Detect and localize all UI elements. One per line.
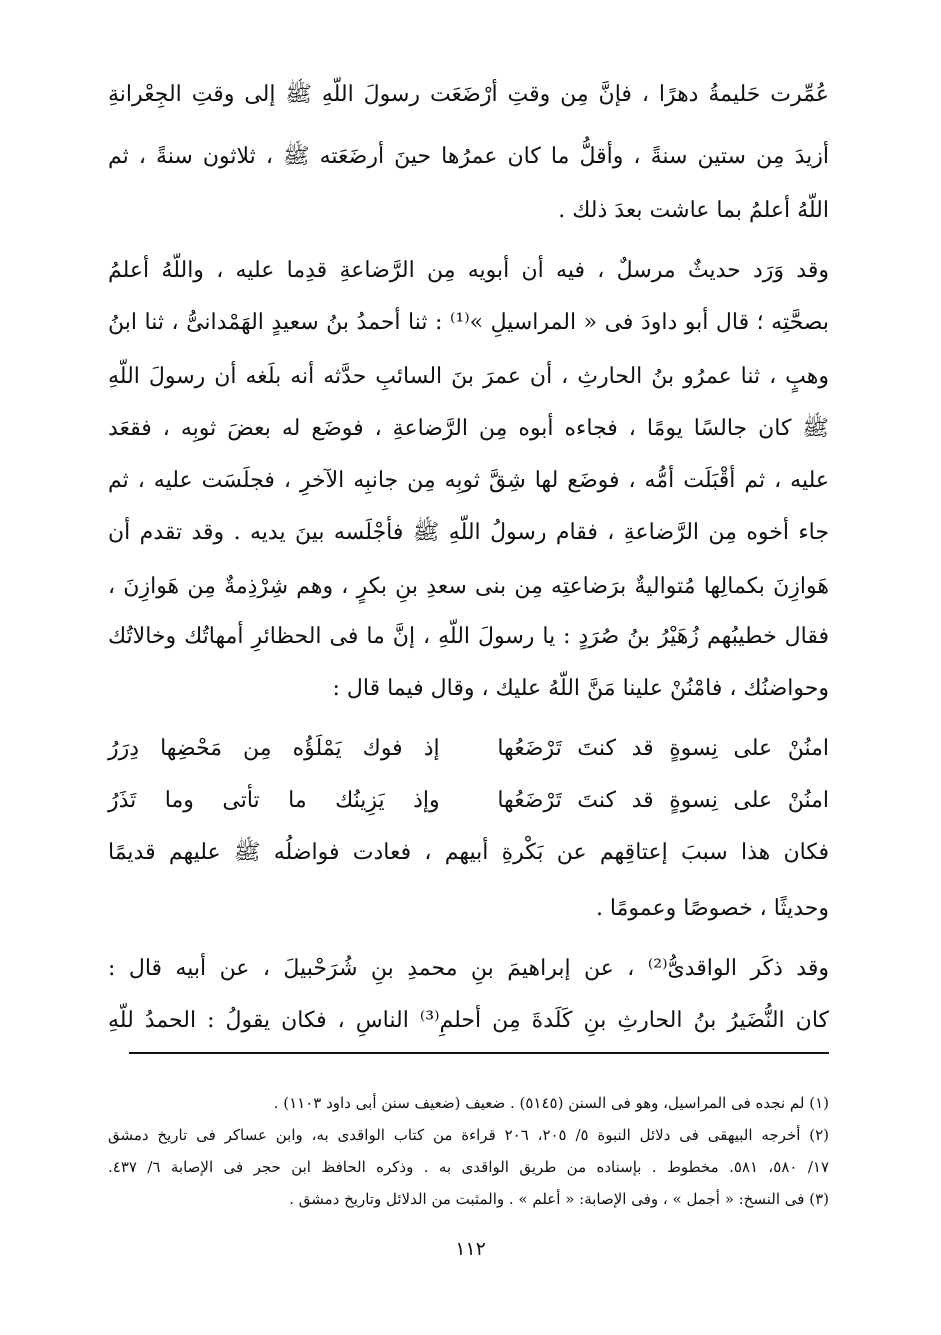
verse-first-hemistich: امنُنْ على نِسوةٍ قد كنتَ تَرْضَعُها [497, 736, 829, 761]
footnote: (٣) فى النسخ: « أجمل » ، وفى الإصابة: « أعلم » . والمثبت من الدلائل وتاريخ دمشق . [289, 1190, 829, 1208]
body-line: وحواضنُك ، فامْنُنْ علينا مَنَّ اللّهُ عليك ، وقال فيما قال : [332, 676, 829, 701]
body-line: ﷺ كان جالسًا يومًا ، فجاءه أبوه مِن الرَّضاعةِ ، فوضَع له بعضَ ثوبِه ، فقعَد [108, 416, 829, 441]
body-line: أزيدَ مِن ستين سنةً ، وأقلُّ ما كان عمرُها حينَ أرضَعَته ﷺ ، ثلاثون سنةً ، ثم [108, 144, 829, 169]
body-line: هَوازِنَ بكمالِها مُتواليةٌ برَضاعتِه مِن بنى سعدِ بنِ بكرٍ ، وهم شِرْذِمةٌ مِن هَوازِنَ ، [108, 574, 829, 599]
footnote: (٢) أخرجه البيهقى فى دلائل النبوة ٥/ ٢٠٥، ٢٠٦ قراءة من كتاب الواقدى به، وابن عساكر فى تاريخ دمشق [108, 1126, 829, 1144]
body-line: وقد ذكَر الواقدىُّ⁽²⁾ ، عن إبراهيمَ بنِ محمدِ بنِ شُرَحْبيلَ ، عن أبيه قال : [108, 956, 829, 981]
poem-verse [108, 776, 829, 826]
body-line: فكان هذا سببَ إعتاقِهم عن بَكْرةِ أبيهم ، فعادت فواضلُه ﷺ عليهم قديمًا [108, 840, 829, 865]
footnote: (١) لم نجده فى المراسيل، وهو فى السنن (٥١٤٥) . ضعيف (ضعيف سنن أبى داود ١١٠٣) . [273, 1094, 829, 1112]
body-line: عُمِّرت حَليمةُ دهرًا ، فإنَّ مِن وقتِ أرْضَعَت رسولَ اللّهِ ﷺ إلى وقتِ الجِعْرانةِ [108, 82, 829, 107]
page-number: ١١٢ [455, 1238, 486, 1260]
poem-verse [108, 724, 829, 774]
body-line: وحديثًا ، خصوصًا وعمومًا . [595, 896, 829, 921]
body-line: وقد وَرَد حديثٌ مرسلٌ ، فيه أن أبويه مِن الرَّضاعةِ قدِما عليه ، واللّهُ أعلمُ [108, 258, 829, 283]
body-line: بصحَّتِه ؛ قال أبو داودَ فى « المراسيلِ »⁽¹⁾ : ثنا أحمدُ بنُ سعيدٍ الهَمْدانىُّ ، ثنا ابنُ [108, 310, 829, 335]
body-line: وهبٍ ، ثنا عمرُو بنُ الحارثِ ، أن عمرَ بنَ السائبِ حدَّثه أنه بلَغه أن رسولَ اللّهِ [108, 364, 829, 389]
verse-second-hemistich: إذ فوك يَمْلَؤُه مِن مَحْضِها دِرَرُ [108, 736, 440, 761]
body-line: جاء أخوه مِن الرَّضاعةِ ، فقام رسولُ اللّهِ ﷺ فأجْلَسه بينَ يديه . وقد تقدم أن [108, 520, 829, 545]
footnote: ١٧/ ٥٨٠، ٥٨١. مخطوط . بإسناده من طريق الواقدى به . وذكره الحافظ ابن حجر فى الإصابة ٦/ ٤٣٧. [108, 1158, 829, 1176]
body-line: عليه ، ثم أقْبَلَت أمُّه ، فوضَع لها شِقَّ ثوبِه مِن جانبِه الآخرِ ، فجلَسَت عليه ، ثم [108, 468, 829, 493]
body-line: كان النُّضَيرُ بنُ الحارثِ بنِ كَلَدةَ مِن أحلمِ⁽³⁾ الناسِ ، فكان يقولُ : الحمدُ للّهِ [108, 1008, 829, 1033]
footnote-separator [129, 1052, 829, 1054]
body-line: فقال خطيبُهم زُهَيْرُ بنُ صُرَدٍ : يا رسولَ اللّهِ ، إنَّ ما فى الحظائرِ أمهاتُك وخالاتُك [108, 624, 829, 649]
body-line: اللّهُ أعلمُ بما عاشت بعدَ ذلك . [558, 198, 829, 223]
verse-first-hemistich: امنُنْ على نِسوةٍ قد كنتَ تَرْضَعُها [497, 788, 829, 813]
verse-second-hemistich: وإذ يَزِينُك ما تأتى وما تَذَرُ [108, 788, 440, 813]
